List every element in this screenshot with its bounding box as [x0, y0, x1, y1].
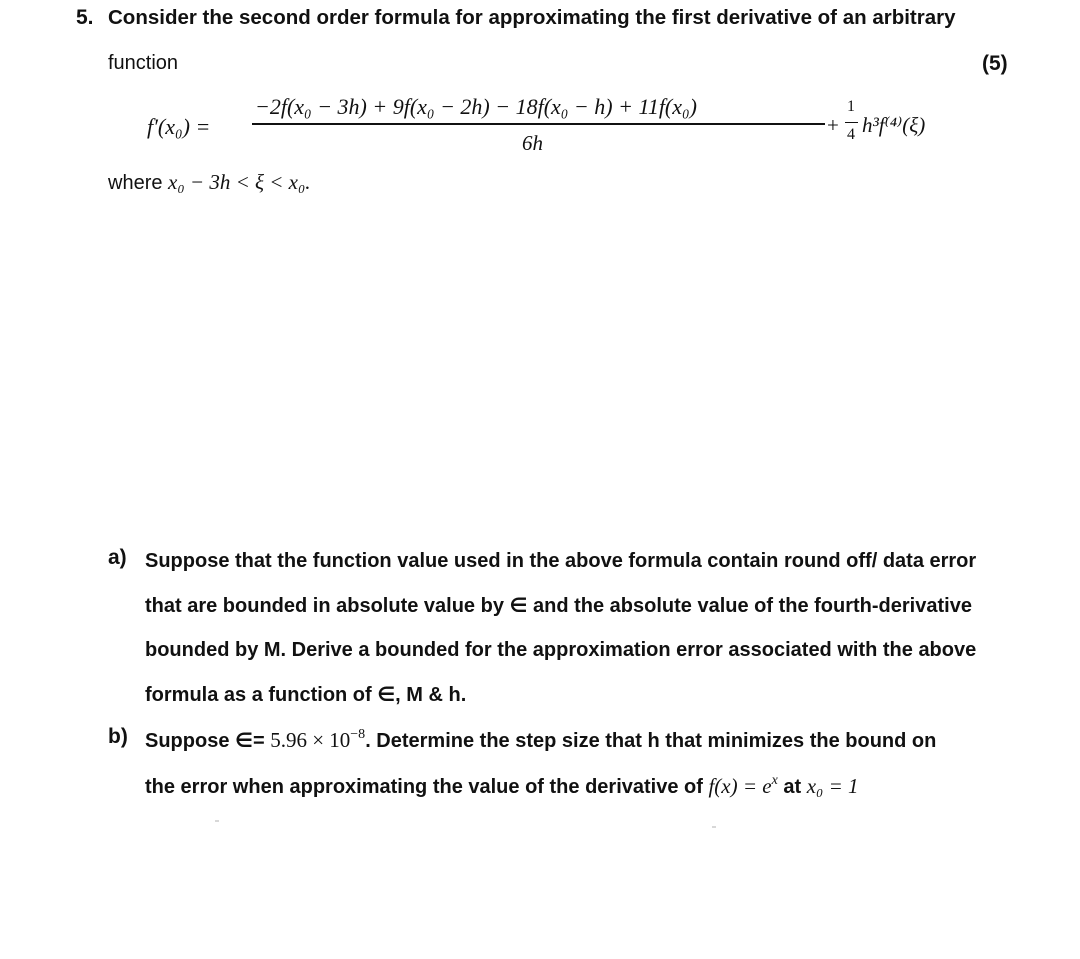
formula-error-term: h³f⁽⁴⁾(ξ) [862, 113, 926, 137]
formula-denominator: 6h [522, 131, 543, 155]
part-b-line-2 [145, 774, 859, 799]
part-b-label: b) [108, 725, 128, 748]
part-b-line-1-start: Suppose ∈= [145, 730, 265, 752]
where-clause [108, 170, 311, 195]
evaluation-point: x₀ = 1 [806, 774, 859, 798]
marks-label: (5) [982, 52, 1008, 75]
formula-plus: + [827, 113, 839, 137]
function-expression: f(x) = e [708, 774, 772, 798]
part-a-line-3: bounded by M. Derive a bounded for the approximation error associated with the above [145, 639, 977, 661]
question-text-line2: function [108, 52, 179, 74]
part-a-line-2: that are bounded in absolute value by ∈ and the absolute value of the fourth-derivative [145, 595, 972, 617]
scan-speck [215, 820, 219, 822]
formula-coef-bar [845, 122, 858, 123]
formula-fraction-bar [252, 123, 825, 125]
question-text-line1: Consider the second order formula for approximating the first derivative of an arbitrary [108, 6, 956, 29]
part-b-line-1-end: . Determine the step size that h that minimizes the bound on [365, 730, 937, 752]
epsilon-mantissa: 5.96 × 10 [270, 728, 351, 752]
epsilon-value [270, 728, 365, 752]
where-expression: x₀ − 3h < ξ < x₀. [168, 170, 311, 194]
part-a-line-1: Suppose that the function value used in the above formula contain round off/ data error [145, 550, 977, 572]
formula-coef-denominator: 4 [847, 126, 855, 143]
part-b-line-1 [145, 728, 936, 753]
formula-numerator: −2f(x₀ − 3h) + 9f(x₀ − 2h) − 18f(x₀ − h) + 11f(x₀) [255, 94, 697, 119]
where-label: where [108, 172, 163, 194]
function-exponent: x [771, 773, 778, 788]
part-a-line-4: formula as a function of ∈, M & h. [145, 684, 467, 706]
part-a-label: a) [108, 546, 127, 569]
formula-coef-numerator: 1 [847, 98, 855, 115]
scan-speck [712, 826, 716, 828]
part-b-at: at [783, 776, 802, 798]
part-b-line-2-start: the error when approximating the value of the derivative of [145, 776, 703, 798]
formula-lhs: f′(x₀) = [147, 114, 211, 139]
epsilon-exponent: −8 [350, 727, 366, 742]
function-definition [708, 774, 777, 798]
question-number: 5. [76, 6, 94, 29]
